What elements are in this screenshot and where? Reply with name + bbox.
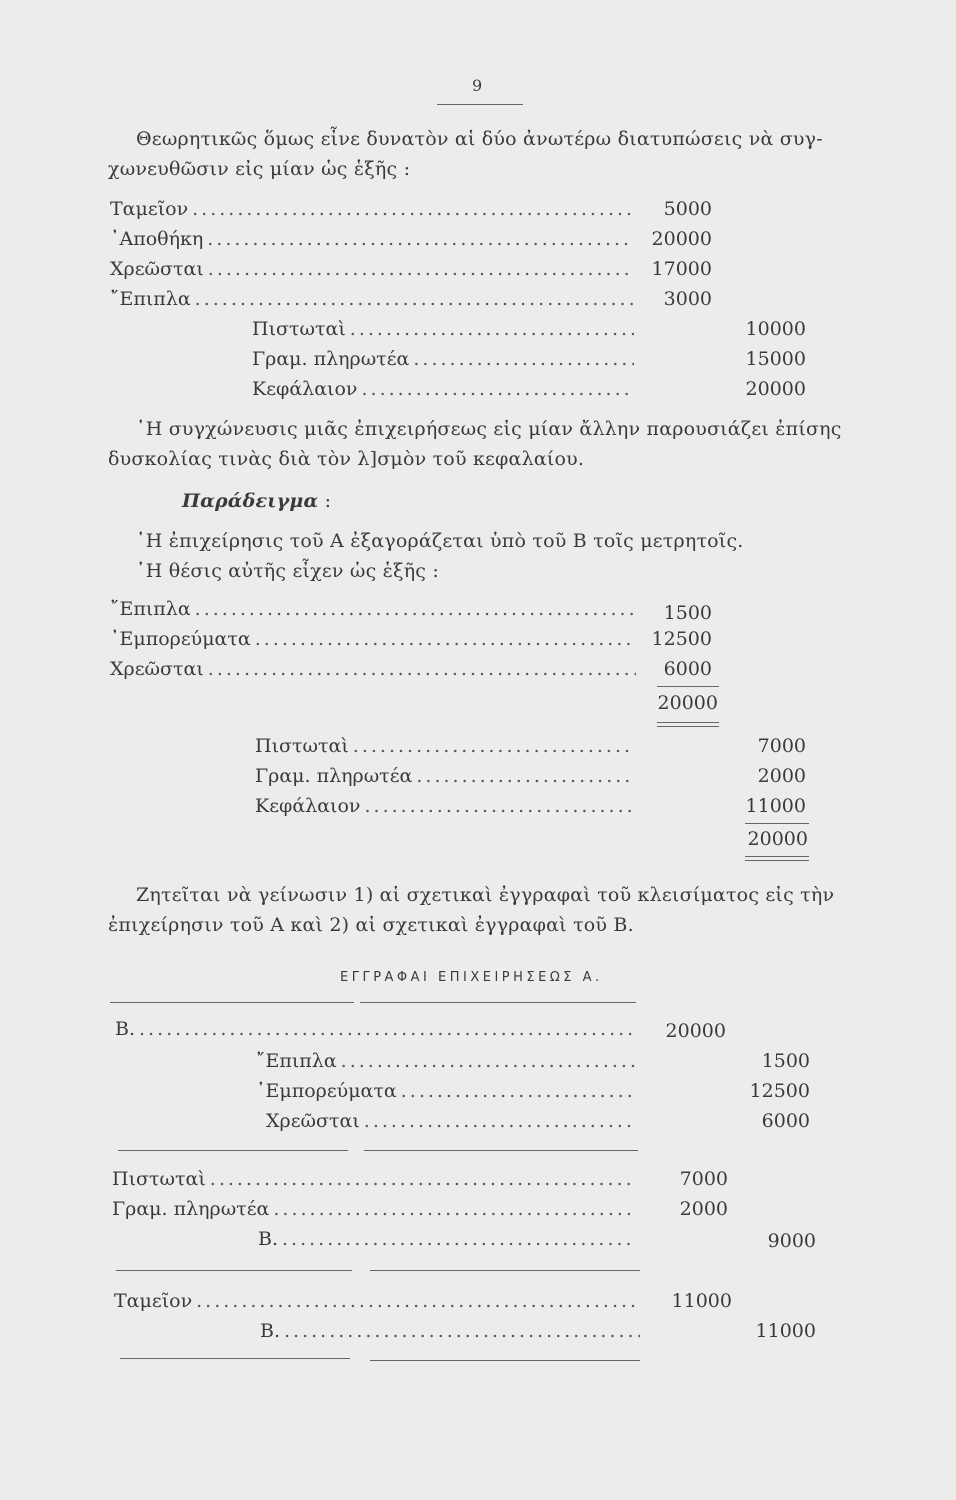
ledger-row: [252, 378, 638, 400]
ledger-label: ῎Επιπλα: [256, 1050, 337, 1072]
ledger-row: [110, 228, 638, 250]
ledger-value: 15000: [745, 348, 806, 370]
entry-separator: [120, 1358, 350, 1359]
example-heading: [182, 490, 331, 512]
ledger-label: Χρεῶσται: [110, 658, 204, 680]
intro-line-2: χωνευθῶσιν εἰς μίαν ὡς ἑξῆς :: [108, 158, 411, 180]
ledger-row: [112, 1198, 640, 1220]
ledger-row: [110, 258, 638, 280]
ledger-value: 17000: [651, 258, 712, 280]
ledger-label: ᾿Αποθήκη: [110, 228, 204, 250]
ledger-label: Γραμ. πληρωτέα: [255, 765, 413, 787]
ledger-label: Κεφάλαιον: [252, 378, 358, 400]
subtotal-rule: [745, 823, 809, 824]
ledger-value: 7000: [757, 735, 806, 757]
ledger-label: Γραμ. πληρωτέα: [112, 1198, 270, 1220]
ledger-row: [256, 1050, 640, 1072]
paragraph-2-line-1: ῾Η συγχώνευσις μιᾶς ἐπιχειρήσεως εἰς μίαν ἄλλην παρουσιάζει ἐπίσης: [136, 418, 842, 440]
ledger-value: 6000: [663, 658, 712, 680]
entry-separator: [118, 1150, 348, 1151]
ledger-value: 11000: [755, 1320, 816, 1342]
example-colon: :: [324, 490, 332, 512]
ledger-value: 12500: [651, 628, 712, 650]
ledger-row: [114, 1290, 644, 1312]
ledger-label: Πιστωταὶ: [252, 318, 346, 340]
section-heading: ΕΓΓΡΑΦΑΙ ΕΠΙΧΕΙΡΗΣΕΩΣ Α.: [340, 970, 603, 985]
ledger-value: 2000: [679, 1198, 728, 1220]
entry-separator: [360, 1002, 636, 1003]
ledger-row: [252, 348, 638, 370]
paragraph-2-line-2: δυσκολίας τινὰς διὰ τὸν λ]σμὸν τοῦ κεφαλαίου.: [108, 448, 585, 470]
ledger-label: Ταμεῖον: [110, 198, 189, 220]
ledger-label: ᾿Εμπορεύματα: [256, 1080, 397, 1102]
ledger-value: 9000: [767, 1230, 816, 1252]
ledger-row: [256, 1080, 640, 1102]
ledger-label: Β.: [115, 1018, 136, 1040]
ledger-value: 6000: [761, 1110, 810, 1132]
entry-separator: [370, 1270, 640, 1271]
ledger-label: Γραμ. πληρωτέα: [252, 348, 410, 370]
ledger-value: 1500: [663, 602, 712, 624]
ledger-label: Χρεῶσται: [266, 1110, 360, 1132]
total-rule: [745, 860, 809, 861]
subtotal-rule: [657, 686, 719, 687]
example-line-2: ῾Η θέσις αὐτῆς εἶχεν ὡς ἑξῆς :: [136, 560, 439, 582]
entry-separator: [110, 1002, 354, 1003]
liabilities-total: 20000: [747, 828, 808, 850]
ledger-value: 7000: [679, 1168, 728, 1190]
ledger-value: 10000: [745, 318, 806, 340]
ledger-value: 20000: [665, 1020, 726, 1042]
ledger-label: ᾿Εμπορεύματα: [110, 628, 251, 650]
ledger-row: [258, 1228, 640, 1250]
ledger-label: Β.: [258, 1228, 279, 1250]
ledger-row: [112, 1168, 640, 1190]
example-title: Παράδειγμα: [182, 490, 319, 512]
ledger-value: 11000: [671, 1290, 732, 1312]
ledger-row: [115, 1018, 640, 1040]
page-number: 9: [472, 76, 483, 95]
ledger-row: [266, 1110, 640, 1132]
ledger-row: [255, 735, 638, 757]
question-line-2: ἐπιχείρησιν τοῦ Α καὶ 2) αἱ σχετικαὶ ἐγγραφαὶ τοῦ Β.: [108, 914, 634, 936]
entry-separator: [370, 1360, 640, 1361]
ledger-row: [110, 198, 638, 220]
ledger-label: ῎Επιπλα: [110, 288, 191, 310]
ledger-row: [252, 318, 638, 340]
total-rule: [657, 726, 719, 727]
ledger-value: 20000: [651, 228, 712, 250]
assets-total: 20000: [657, 692, 718, 714]
ledger-row: [110, 628, 640, 650]
question-line-1: Ζητεῖται νὰ γείνωσιν 1) αἱ σχετικαὶ ἐγγραφαὶ τοῦ κλεισίματος εἰς τὴν: [136, 884, 835, 906]
ledger-value: 3000: [663, 288, 712, 310]
example-line-1: ῾Η ἐπιχείρησις τοῦ Α ἐξαγοράζεται ὑπὸ τοῦ Β τοῖς μετρητοῖς.: [136, 530, 744, 552]
entry-separator: [116, 1270, 352, 1271]
entry-separator: [364, 1150, 638, 1151]
ledger-label: Πιστωταὶ: [112, 1168, 206, 1190]
ledger-label: Κεφάλαιον: [255, 795, 361, 817]
total-rule: [745, 856, 809, 857]
ledger-row: [110, 658, 640, 680]
ledger-label: Β.: [260, 1320, 281, 1342]
ledger-label: ῎Επιπλα: [110, 598, 191, 620]
ledger-row: [110, 598, 640, 620]
ledger-row: [255, 765, 638, 787]
ledger-value: 20000: [745, 378, 806, 400]
intro-line-1: Θεωρητικῶς ὅμως εἶνε δυνατὸν αἱ δύο ἀνωτέρω διατυπώσεις νὰ συγ-: [136, 128, 823, 150]
total-rule: [657, 722, 719, 723]
ledger-value: 2000: [757, 765, 806, 787]
ledger-value: 12500: [749, 1080, 810, 1102]
ledger-value: 1500: [761, 1050, 810, 1072]
ledger-row: [110, 288, 638, 310]
ledger-label: Ταμεῖον: [114, 1290, 193, 1312]
ledger-label: Χρεῶσται: [110, 258, 204, 280]
ledger-value: 11000: [745, 795, 806, 817]
ledger-label: Πιστωταὶ: [255, 735, 349, 757]
ledger-row: [255, 795, 638, 817]
page-number-rule: [437, 104, 523, 105]
ledger-value: 5000: [663, 198, 712, 220]
ledger-row: [260, 1320, 644, 1342]
